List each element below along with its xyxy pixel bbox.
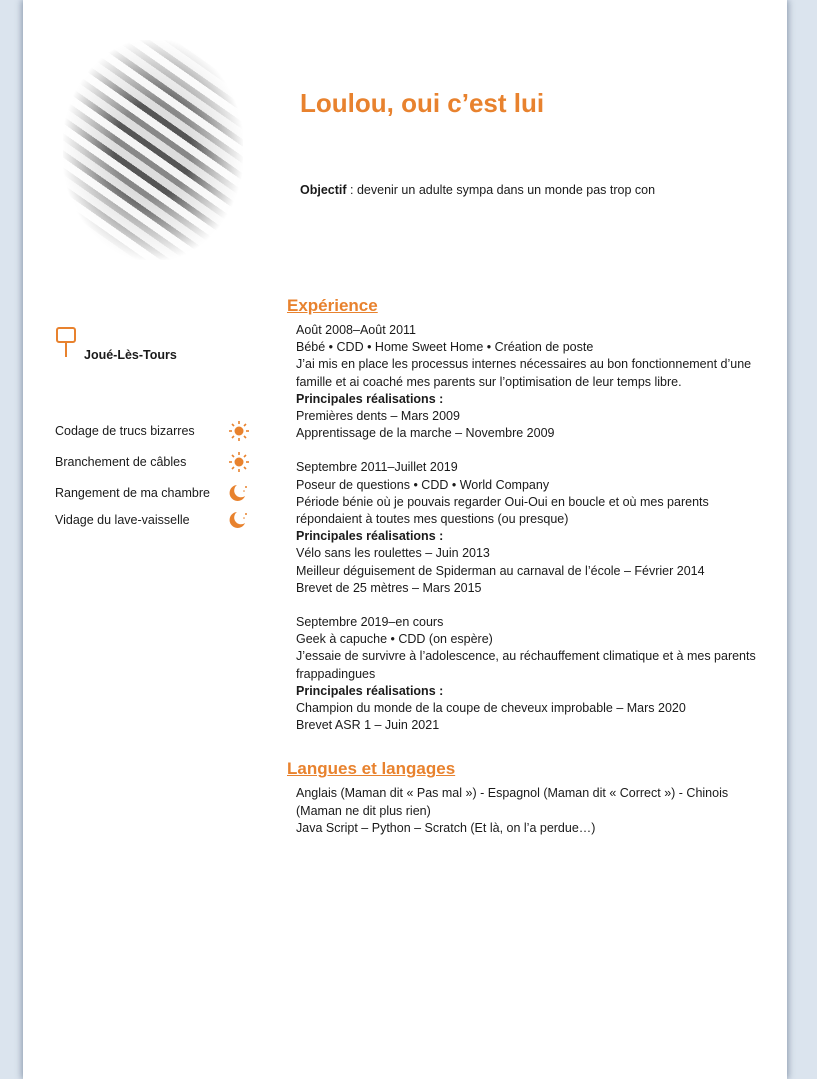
- achievement: Brevet ASR 1 – Juin 2021: [296, 718, 440, 733]
- objective-label: Objectif: [300, 183, 347, 197]
- skill-label: Branchement de câbles: [55, 455, 187, 469]
- skill-item: [55, 420, 255, 451]
- languages-heading: Langues et langages: [287, 759, 456, 779]
- experience-heading: Expérience: [287, 296, 378, 315]
- entry-dates: Septembre 2011–Juillet 2019: [296, 460, 458, 475]
- entry-role: Poseur de questions • CDD • World Company: [296, 477, 550, 492]
- entry-description: J’essaie de survivre à l’adolescence, au réchauffement climatique et à mes parents frappadingues: [296, 649, 756, 681]
- location: Joué-Lès-Tours: [84, 348, 177, 362]
- skill-item: [55, 482, 255, 509]
- skill-label: Vidage du lave-vaisselle: [55, 513, 190, 527]
- achievement: Champion du monde de la coupe de cheveux improbable – Mars 2020: [296, 701, 686, 716]
- entry-description: Période bénie où je pouvais regarder Oui-Oui en boucle et où mes parents répondaient à toutes mes questions (ou presque): [296, 494, 709, 527]
- skill-label: Codage de trucs bizarres: [55, 424, 195, 438]
- achievement: Meilleur déguisement de Spiderman au carnaval de l’école – Février 2014: [296, 563, 705, 578]
- profile-photo: [63, 40, 243, 260]
- experience-entry: [296, 322, 757, 442]
- skills-list: [55, 420, 255, 531]
- achievement: Brevet de 25 mètres – Mars 2015: [296, 580, 482, 595]
- achievement: Apprentissage de la marche – Novembre 2009: [296, 426, 555, 441]
- moon-icon: [228, 509, 250, 531]
- objective-text: : devenir un adulte sympa dans un monde pas trop con: [346, 183, 656, 197]
- achievements-label: Principales réalisations :: [296, 529, 444, 544]
- main-content: [287, 296, 757, 837]
- moon-icon: [228, 482, 250, 504]
- sun-icon: [228, 420, 250, 442]
- entry-role: Bébé • CDD • Home Sweet Home • Création de poste: [296, 340, 594, 355]
- programming-languages: Java Script – Python – Scratch (Et là, on l’a perdue…): [296, 820, 596, 835]
- entry-dates: Août 2008–Août 2011: [296, 323, 417, 337]
- experience-entry: [296, 614, 757, 734]
- page-title: Loulou, oui c’est lui: [300, 88, 545, 118]
- resume-page: [23, 0, 787, 1079]
- achievement: Premières dents – Mars 2009: [296, 409, 460, 424]
- objective: [300, 183, 655, 197]
- entry-role: Geek à capuche • CDD (on espère): [296, 632, 493, 647]
- sun-icon: [228, 451, 250, 473]
- achievement: Vélo sans les roulettes – Juin 2013: [296, 546, 490, 561]
- skill-label: Rangement de ma chambre: [55, 486, 210, 500]
- achievements-label: Principales réalisations :: [296, 683, 444, 698]
- spoken-languages: Anglais (Maman dit « Pas mal ») - Espagnol (Maman dit « Correct ») - Chinois (Maman ne dit plus rien): [296, 786, 729, 818]
- entry-dates: Septembre 2019–en cours: [296, 615, 444, 630]
- signpost-icon: [55, 326, 77, 358]
- experience-entry: [296, 459, 757, 597]
- entry-description: J’ai mis en place les processus internes nécessaires au bon fonctionnement d’une famille et ai coaché mes parents sur l’optimisation de leur temps libre.: [296, 357, 752, 389]
- achievements-label: Principales réalisations :: [296, 391, 444, 406]
- skill-item: [55, 509, 255, 531]
- skill-item: [55, 451, 255, 482]
- languages-block: [296, 785, 757, 837]
